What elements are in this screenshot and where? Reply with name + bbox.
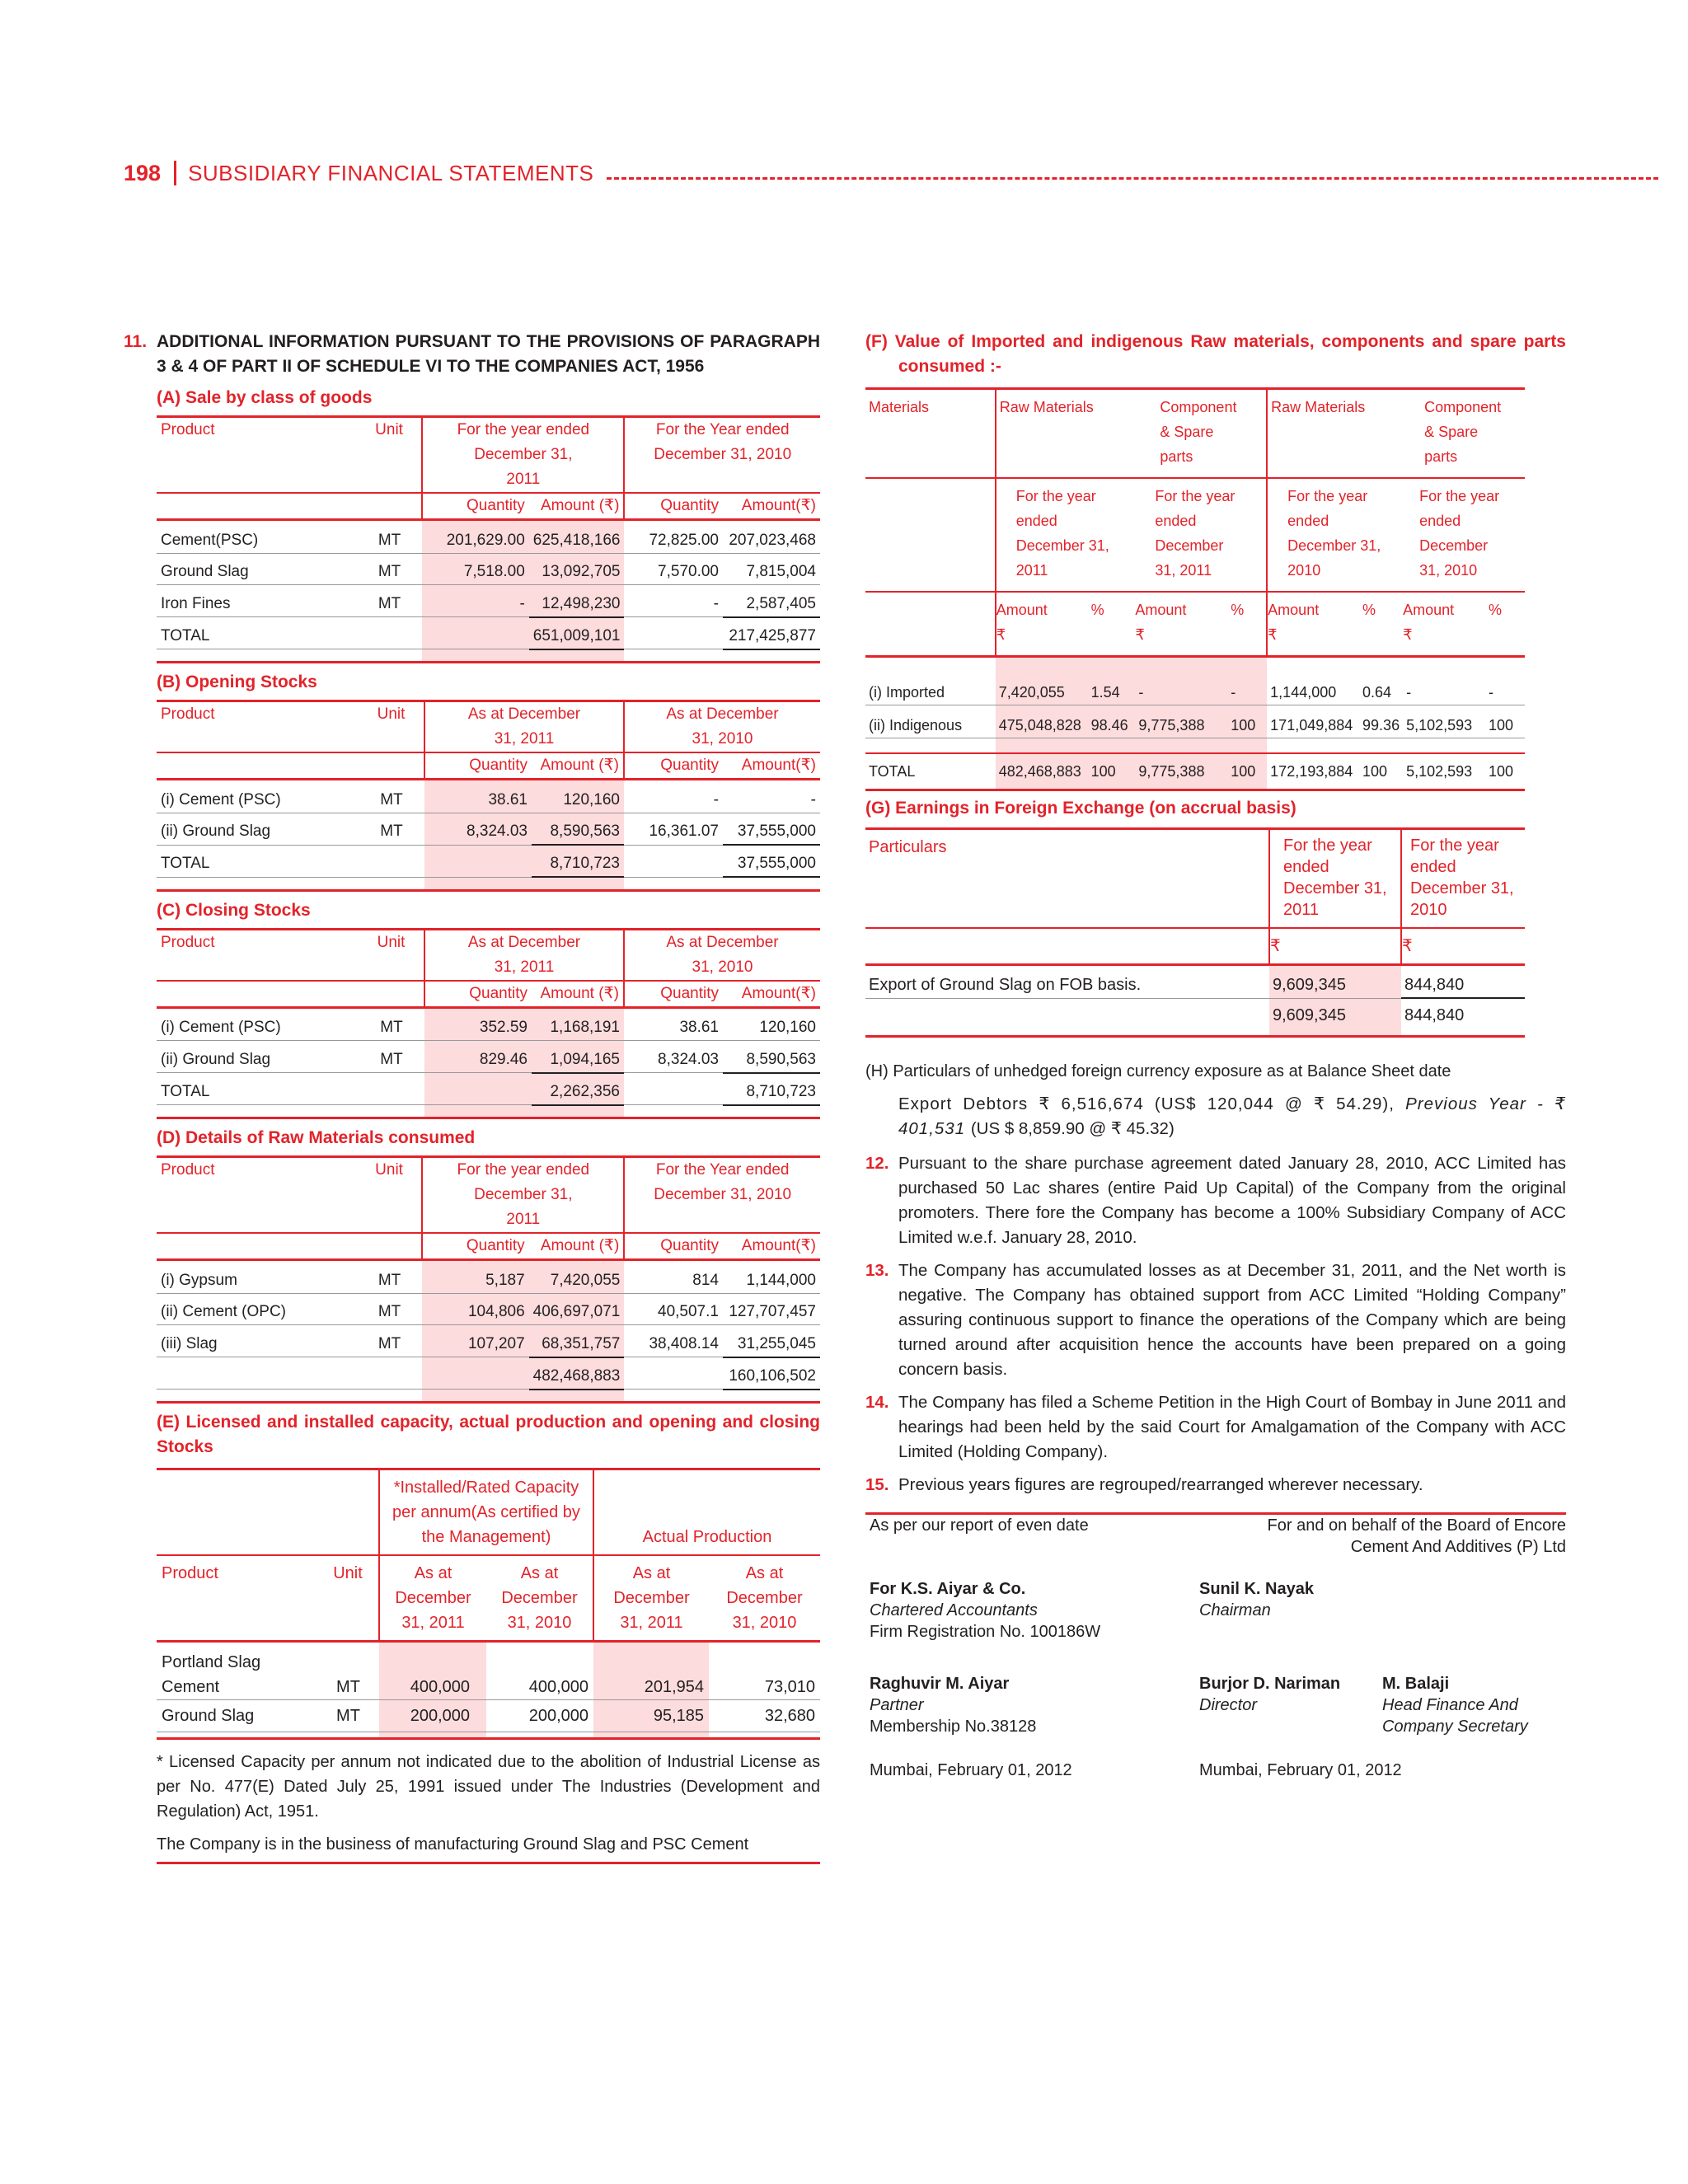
total-row: TOTAL 651,009,101 217,425,877 <box>157 624 820 649</box>
note-14: 14. The Company has filed a Scheme Petition in the High Court of Bombay in June 2011 and hearings had been held by the said Court for Amalgamation of the Company with ACC Limited (Holding Company). <box>865 1392 1566 1461</box>
period-2011: For the year ended December 31, 2011 <box>422 417 624 494</box>
section-f-title: (F) Value of Imported and indigenous Raw materials, components and spare parts consumed :- <box>865 332 1566 376</box>
col-unit: Unit <box>375 421 403 438</box>
foreign-earnings-table: Particulars For the year ended December 31, 2011 For the year ended December 31, 2010 ₹ ₹ Export of Ground Slag on FOB basis. 9,609,345 844,840 9,609,345 844,840 <box>865 827 1525 1038</box>
qty-header: Quantity <box>624 493 723 520</box>
table-row: Export of Ground Slag on FOB basis. 9,609,345 844,840 <box>865 972 1525 998</box>
note-15: 15. Previous years figures are regrouped/rearranged wherever necessary. <box>865 1473 1566 1515</box>
board-statement: For and on behalf of the Board of Encore Cement And Additives (P) Ltd <box>1267 1516 1566 1556</box>
amount-header: Amount(₹) <box>741 497 816 514</box>
director-block: Burjor D. Nariman Director <box>1199 1675 1341 1714</box>
table-row: (ii) Ground Slag MT 8,324.03 8,590,563 16,361.07 37,555,000 <box>157 819 820 845</box>
table-row: (ii) Cement (OPC) MT 104,806 406,697,071 40,507.1 127,707,457 <box>157 1300 820 1325</box>
business-statement: The Company is in the business of manufacturing Ground Slag and PSC Cement <box>157 1832 820 1864</box>
table-row: Cement(PSC) MT 201,629.00 625,418,166 72,825.00 207,023,468 <box>157 528 820 554</box>
note-11-title: ADDITIONAL INFORMATION PURSUANT TO THE PROVISIONS OF PARAGRAPH 3 & 4 OF PART II OF SCHEDULE VI TO THE COMPANIES ACT, 1956 <box>157 332 820 376</box>
note-11-number: 11. <box>124 332 148 351</box>
table-row: Iron Fines MT - 12,498,230 - 2,587,405 <box>157 592 820 617</box>
table-row: (iii) Slag MT 107,207 68,351,757 38,408.14 31,255,045 <box>157 1332 820 1357</box>
right-column <box>865 330 1566 1515</box>
sale-table <box>157 415 820 663</box>
place-date-right: Mumbai, February 01, 2012 <box>1199 1761 1402 1779</box>
section-e-title: (E) Licensed and installed capacity, actual production and opening and closing Stocks <box>157 1413 820 1456</box>
amount-header: Amount (₹) <box>540 497 620 514</box>
table-row: (ii) Indigenous 475,048,828 98.46 9,775,388 100 171,049,884 99.36 5,102,593 100 <box>865 713 1525 738</box>
raw-materials-table: Product Unit For the year ended December 31, 2011 For the Year ended December 31, 2010 Quantity Amount (₹) Quantity Amount(₹) (i) Gypsum MT 5,187 7,420,055 814 1,144,000 (ii) Cement (OPC) MT 104,806 406,697,071 40,507.1 127,707,457 (iii) Slag MT 107,207 68,351,757 38,408.14 31,255,045 482,468,883 160,106,502 <box>157 1155 820 1404</box>
opening-stocks-table: Product Unit As at December 31, 2011 As at December 31, 2010 Quantity Amount (₹) Quantity Amount(₹) (i) Cement (PSC) MT 38.61 120,160 - - (ii) Ground Slag MT 8,324.03 8,590,563 16,361.07 37,555,000 TOTAL 8,710,723 37,555,000 <box>157 700 820 892</box>
total-row: TOTAL 482,468,883 100 9,775,388 100 172,193,884 100 5,102,593 100 <box>865 753 1525 790</box>
report-statement: As per our report of even date <box>870 1516 1089 1535</box>
section-h-title: (H) Particulars of unhedged foreign currency exposure as at Balance Sheet date <box>865 1062 1451 1080</box>
header-divider <box>174 161 176 185</box>
capacity-table: *Installed/Rated Capacity per annum(As certified by the Management) Actual Production Product Unit As at December 31, 2011 As at December 31, 2010 As at December 31, 2011 As at December 31, 2010 Portland Slag Cement MT 400,000 400,000 201,954 73,010 Ground Slag MT 200,000 200,000 95,185 32,680 <box>157 1468 820 1740</box>
section-g-title: (G) Earnings in Foreign Exchange (on accrual basis) <box>865 798 1296 818</box>
note-12: 12. Pursuant to the share purchase agreement dated January 28, 2010, ACC Limited has purchased 50 Lac shares (entire Paid Up Capital) of the Company from the original promoters. There fore the Company has become a 100% Subsidiary Company of ACC Limited w.e.f. January 28, 2010. <box>865 1153 1566 1247</box>
section-title: SUBSIDIARY FINANCIAL STATEMENTS <box>188 160 594 185</box>
table-row: (ii) Ground Slag MT 829.46 1,094,165 8,324.03 8,590,563 <box>157 1047 820 1073</box>
section-b-title: (B) Opening Stocks <box>157 673 317 691</box>
closing-stocks-table: Product Unit As at December 31, 2011 As at December 31, 2010 Quantity Amount (₹) Quantity Amount(₹) (i) Cement (PSC) MT 352.59 1,168,191 38.61 120,160 (ii) Ground Slag MT 829.46 1,094,165 8,324.03 8,590,563 TOTAL 2,262,356 8,710,723 <box>157 928 820 1120</box>
table-row: Ground Slag MT 200,000 200,000 95,185 32,680 <box>157 1699 820 1732</box>
total-row: TOTAL 2,262,356 8,710,723 <box>157 1080 820 1105</box>
table-row: (i) Gypsum MT 5,187 7,420,055 814 1,144,000 <box>157 1268 820 1294</box>
table-row: Portland Slag Cement MT 400,000 400,000 201,954 73,010 <box>157 1650 820 1700</box>
qty-header: Quantity <box>422 493 529 520</box>
auditor-block: For K.S. Aiyar & Co. Chartered Accountants Firm Registration No. 100186W <box>870 1580 1101 1641</box>
total-row: 9,609,345 844,840 <box>865 1003 1525 1028</box>
imported-materials-table: Materials Raw Materials Component & Spare parts Raw Materials Component & Spare parts For the year ended December 31, 2011 For the year ended December 31, 2011 For the year ended December 31, 2010 For the year ended December 31, 2010 Amount ₹ % Amount ₹ % Amount ₹ % Amount ₹ % (i) Imported 7,420,055 1.54 - - 1,144,000 0.64 - - (ii) Indigenous 475,048,828 98.46 9,775,388 100 171,049,884 99.36 5,102,593 100 TOTAL 482,468,883 100 9,775,388 100 172,193,884 100 5,102,593 100 <box>865 387 1525 791</box>
capacity-footnote: * Licensed Capacity per annum not indicated due to the abolition of Industrial License as per No. 477(E) Dated July 25, 1991 issued under The Industries (Development and Regulation) Act, 1951. <box>157 1752 820 1821</box>
period-2010: For the Year ended December 31, 2010 <box>624 417 820 494</box>
partner-block: Raghuvir M. Aiyar Partner Membership No.38128 <box>870 1675 1037 1736</box>
table-row: (i) Cement (PSC) MT 352.59 1,168,191 38.61 120,160 <box>157 1015 820 1041</box>
table-row: (i) Cement (PSC) MT 38.61 120,160 - - <box>157 788 820 813</box>
section-c-title: (C) Closing Stocks <box>157 900 311 920</box>
table-row: Ground Slag MT 7,518.00 13,092,705 7,570.00 7,815,004 <box>157 560 820 585</box>
section-h-text: Export Debtors ₹ 6,516,674 (US$ 120,044 @ ₹ 54.29), Previous Year - ₹ 401,531 (US $ 8,859.90 @ ₹ 45.32) <box>898 1094 1566 1138</box>
cfo-block: M. Balaji Head Finance And Company Secretary <box>1382 1675 1528 1736</box>
page-header <box>124 157 1658 190</box>
page-number: 198 <box>124 160 162 185</box>
note-13: 13. The Company has accumulated losses as at December 31, 2011, and the Net worth is negative. The Company has obtained support from ACC Limited “Holding Company” assuring continuous support to finance the operations of the Company which are being turned around after acquisition hence the accounts have been prepared on a going concern basis. <box>865 1260 1566 1379</box>
col-product: Product <box>161 421 215 438</box>
total-row: 482,468,883 160,106,502 <box>157 1364 820 1390</box>
left-column <box>124 330 820 1864</box>
note-11-heading <box>124 330 820 379</box>
header-dashed-rule <box>607 177 1658 180</box>
section-a-title: (A) Sale by class of goods <box>157 388 373 407</box>
table-row: (i) Imported 7,420,055 1.54 - - 1,144,000 0.64 - - <box>865 680 1525 705</box>
section-d-title: (D) Details of Raw Materials consumed <box>157 1128 476 1147</box>
chairman-block: Sunil K. Nayak Chairman <box>1199 1580 1314 1619</box>
place-date-left: Mumbai, February 01, 2012 <box>870 1761 1072 1779</box>
total-row: TOTAL 8,710,723 37,555,000 <box>157 851 820 877</box>
